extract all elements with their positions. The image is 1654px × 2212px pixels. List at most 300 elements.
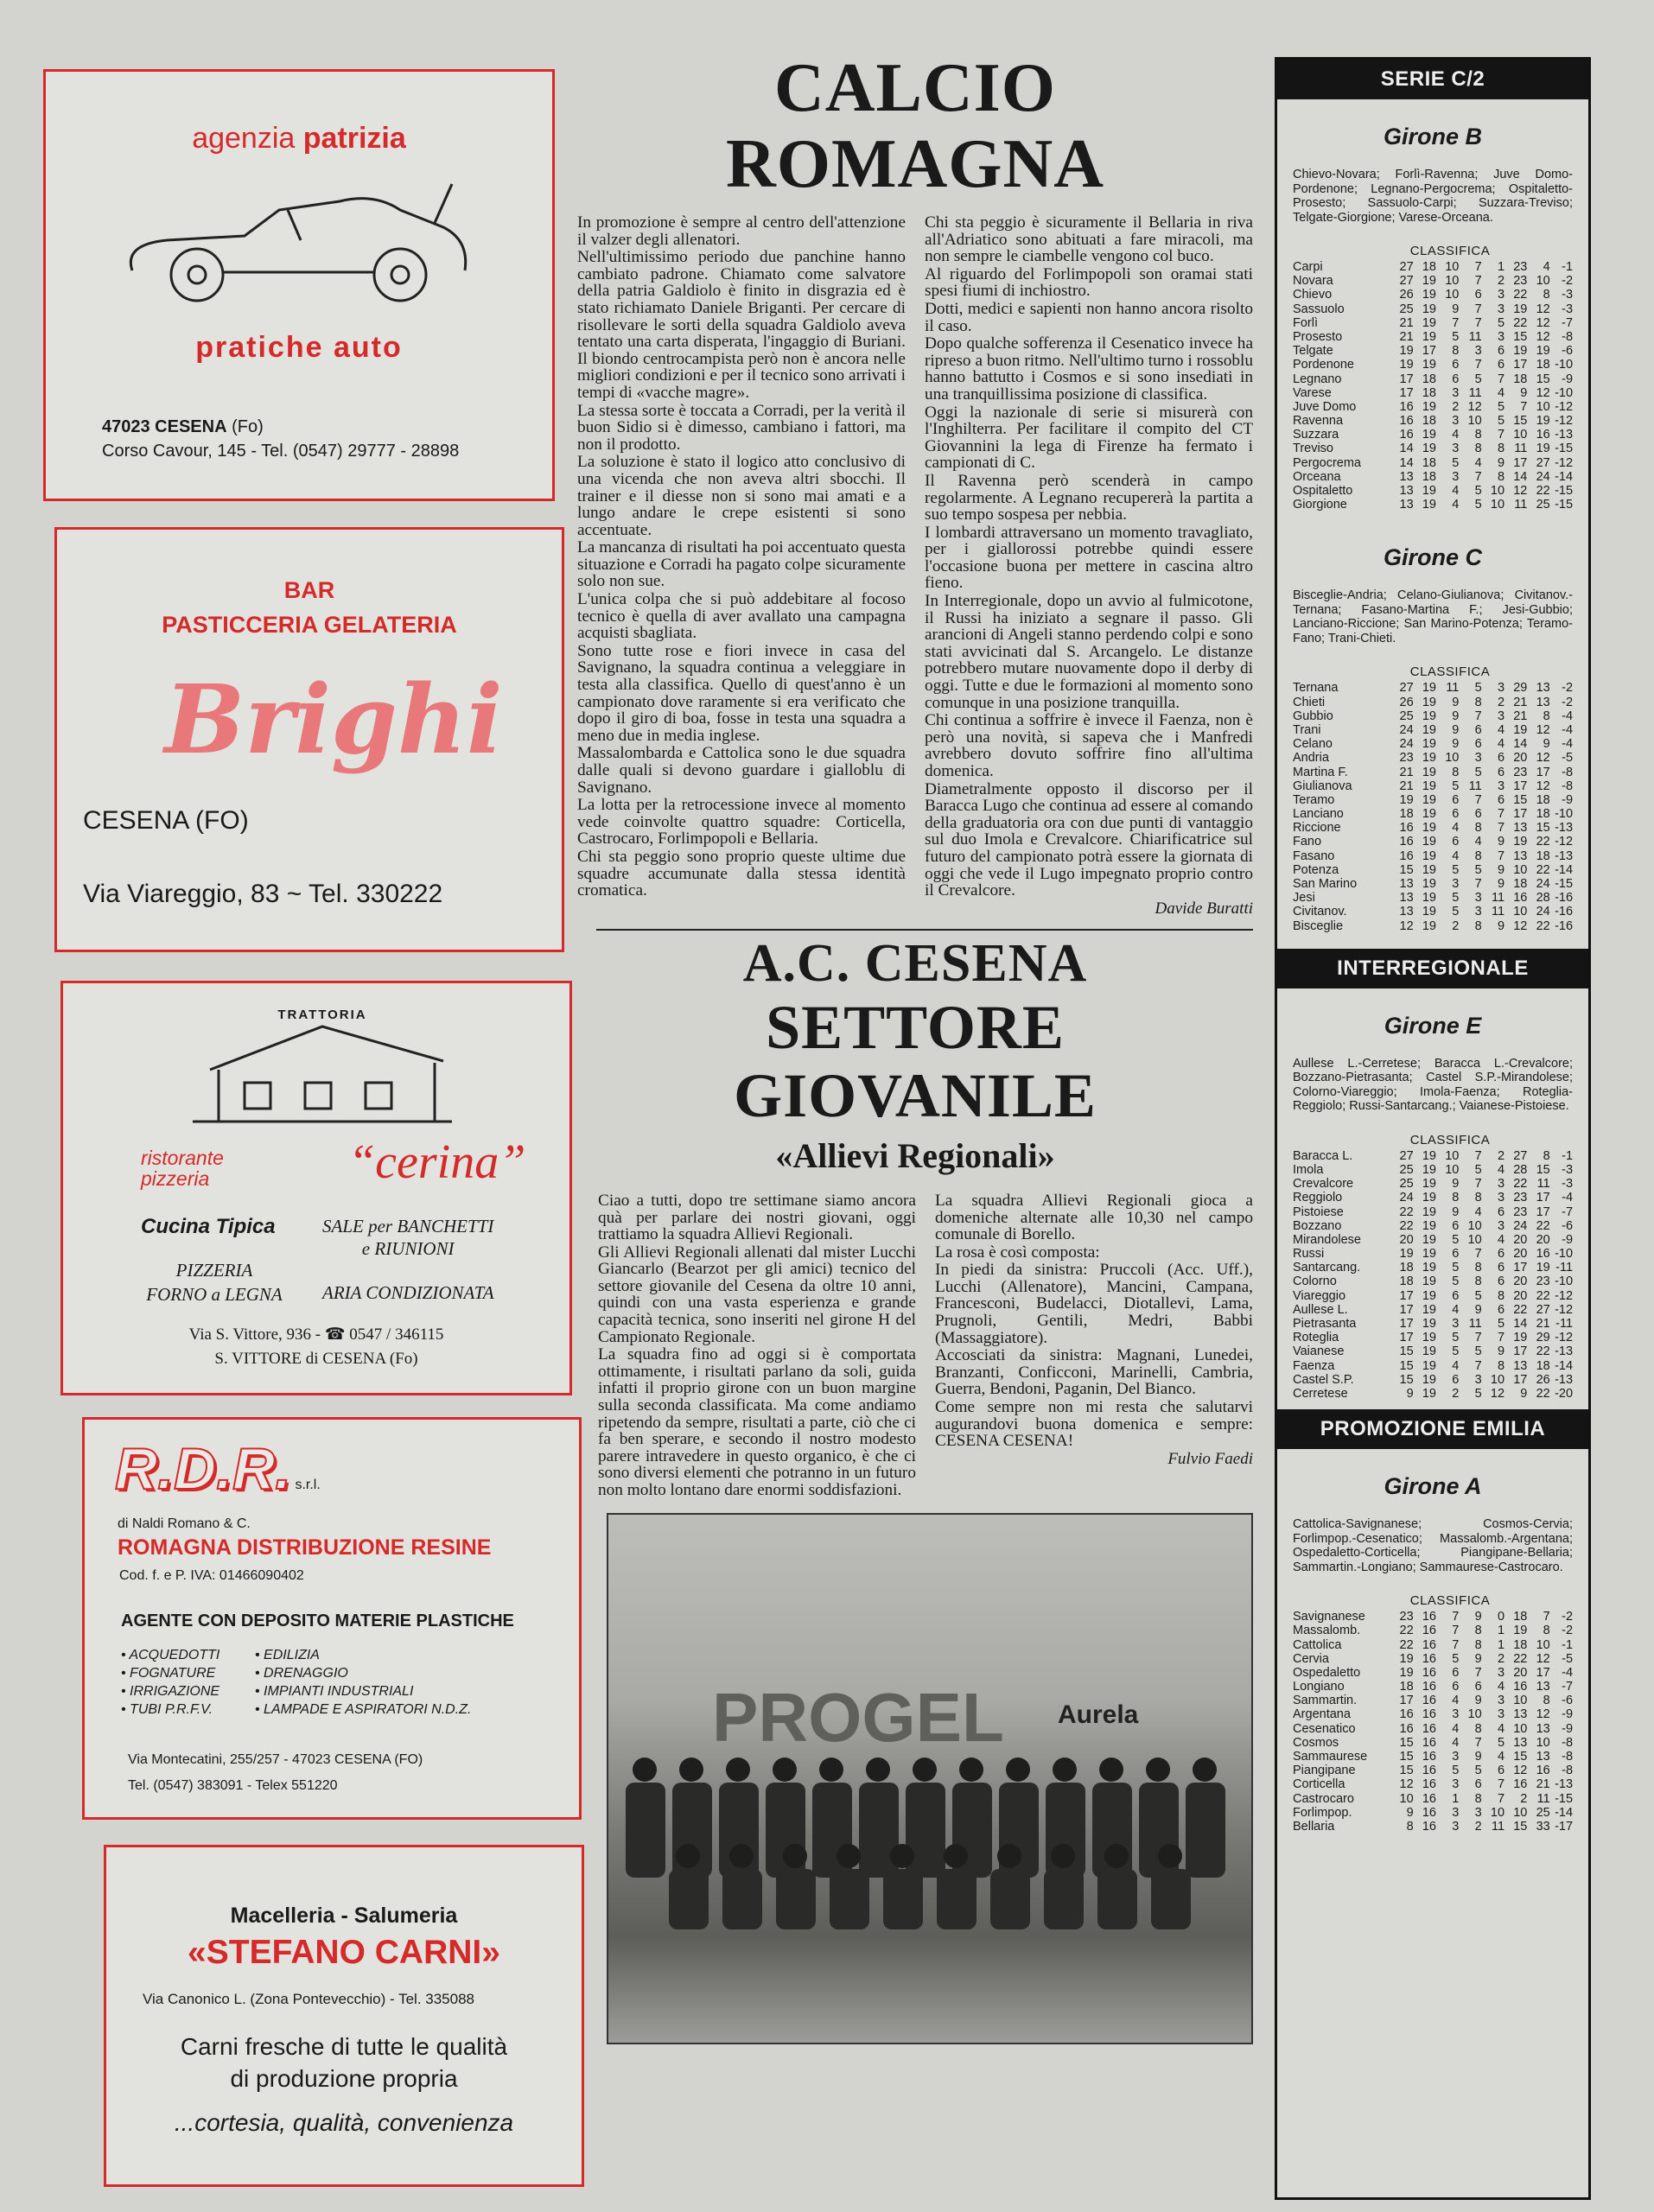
stat-cell: 1 — [1497, 1624, 1505, 1638]
article-paragraph: Dotti, medici e sapienti non hanno ancora risolto il caso. — [925, 299, 1253, 335]
ad-brighi-type: PASTICCERIA GELATERIA — [162, 612, 457, 638]
standings-table — [1277, 260, 1588, 512]
stat-cell: -13 — [1555, 428, 1574, 442]
stat-cell: -3 — [1562, 288, 1574, 302]
stat-cell: 16 — [1399, 414, 1414, 429]
stat-cell: 2 — [1452, 399, 1460, 414]
team-name: Longiano — [1293, 1680, 1345, 1694]
table-row — [1293, 849, 1573, 863]
stat-cell: 3 — [1497, 1177, 1505, 1192]
team-name: Teramo — [1293, 792, 1335, 807]
stat-cell: 10 — [1536, 399, 1550, 414]
stat-cell: 5 — [1474, 1288, 1482, 1303]
article-paragraph: Sono tutte rose e fiori invece in casa del Savignano, la squadra continua a veleggiare in testa alla classifica. Quello di quest'anno è un campionato dove raramente si era verificato che dopo il giro di boa, fosse in testa una squadra a meno due in media inglese. — [577, 641, 906, 745]
article-calcio-romagna — [577, 214, 1253, 917]
team-name: Savignanese — [1293, 1610, 1365, 1624]
article-paragraph: La lotta per la retrocessione invece al momento vede coinvolte quattro squadre: Corticella, Castrocaro, Forlimpopoli e Bellaria. — [577, 796, 906, 849]
team-name: Cosmos — [1293, 1735, 1339, 1750]
stat-cell: 4 — [1497, 1162, 1505, 1177]
stat-cell: 8 — [1474, 695, 1482, 709]
stat-cell: 19 — [1536, 344, 1550, 359]
stat-cell: 22 — [1536, 918, 1550, 933]
stat-cell: 18 — [1513, 1637, 1528, 1652]
stat-cell: 11 — [1491, 891, 1505, 906]
stat-cell: 8 — [1543, 709, 1550, 723]
stat-cell: 24 — [1399, 737, 1414, 752]
stat-cell: 19 — [1422, 1331, 1436, 1345]
fixtures-list: Chievo-Novara; Forlì-Ravenna; Juve Domo-Pordenone; Legnano-Pergocrema; Ospitaletto-Prosesto; Sassuolo-Carpi; Suzzara-Treviso; Telgate-Giorgione; Varese-Orceana. — [1293, 168, 1573, 225]
stat-cell: 15 — [1513, 414, 1528, 429]
stat-cell: -13 — [1555, 821, 1574, 836]
stat-cell: 19 — [1422, 1288, 1436, 1303]
stat-cell: 7 — [1474, 302, 1482, 316]
standings-section — [1277, 60, 1588, 520]
stat-cell: 15 — [1399, 1358, 1414, 1373]
stat-cell: 10 — [1513, 1694, 1528, 1708]
stat-cell: 19 — [1422, 709, 1436, 723]
stat-cell: 12 — [1536, 302, 1550, 316]
team-name: Castrocaro — [1293, 1791, 1354, 1806]
stat-cell: 10 — [1536, 1735, 1550, 1750]
stat-cell: 9 — [1497, 918, 1505, 933]
stat-cell: 6 — [1452, 835, 1460, 849]
team-name: Aullese L. — [1293, 1302, 1348, 1317]
stat-cell: 19 — [1422, 835, 1436, 849]
stat-cell: -13 — [1555, 849, 1574, 863]
stat-cell: 19 — [1422, 1261, 1436, 1275]
stat-cell: 7 — [1474, 358, 1482, 372]
stat-cell: 13 — [1513, 1735, 1528, 1750]
stat-cell: 10 — [1445, 751, 1460, 766]
stat-cell: 10 — [1536, 274, 1550, 289]
stat-cell: 5 — [1452, 905, 1460, 919]
ad-brighi-bar: BAR — [283, 577, 335, 603]
stat-cell: 19 — [1422, 1247, 1436, 1262]
stat-cell: 20 — [1513, 751, 1528, 766]
stat-cell: 6 — [1474, 1777, 1482, 1792]
team-name: Colorno — [1293, 1274, 1337, 1289]
table-row — [1293, 358, 1573, 372]
article-paragraph: Chi continua a soffrire è invece il Faenza, non è però una novità, si sapeva che i Manfredi avrebbero dovuto soffrire fino all'ultima domenica. — [925, 711, 1253, 780]
table-row — [1293, 696, 1573, 709]
stat-cell: 5 — [1452, 1764, 1460, 1778]
table-row — [1293, 807, 1573, 821]
stat-cell: 3 — [1497, 1218, 1505, 1233]
stat-cell: 19 — [1422, 428, 1436, 442]
article-paragraph: Diametralmente opposto il discorso per il Baracca Lugo che continua ad essere al comando della graduatoria ora con due punti di vantaggio sul duo Imola e Crevalcore. Chiarificatrice sul futuro del campionato potrà essere la giornata di oggi che vede il Lugo impegnato proprio contro il Crevalcore. — [925, 779, 1253, 900]
ad-cerina-aria: ARIA CONDIZIONATA — [322, 1282, 494, 1303]
stat-cell: 19 — [1422, 1302, 1436, 1317]
stat-cell: 12 — [1399, 918, 1414, 933]
stat-cell: 18 — [1422, 455, 1436, 470]
team-name: Carpi — [1293, 260, 1323, 274]
team-name: Suzzara — [1293, 428, 1339, 442]
team-name: Massalomb. — [1293, 1624, 1361, 1638]
stat-cell: -8 — [1562, 779, 1574, 793]
table-row — [1293, 1610, 1573, 1624]
stat-cell: 9 — [1520, 385, 1528, 400]
ad-cerina-sale: SALE per BANCHETTI — [322, 1216, 494, 1236]
team-name: Civitanov. — [1293, 905, 1347, 919]
stat-cell: 3 — [1474, 1805, 1482, 1820]
stat-cell: 4 — [1497, 1750, 1505, 1764]
stat-cell: 7 — [1474, 1247, 1482, 1262]
stat-cell: 18 — [1513, 877, 1528, 891]
table-row — [1293, 1707, 1573, 1721]
stat-cell: 5 — [1497, 1317, 1505, 1331]
ad-cerina-cucina: Cucina Tipica — [141, 1215, 276, 1238]
stat-cell: 21 — [1536, 1777, 1550, 1792]
stat-cell: 19 — [1422, 821, 1436, 836]
stat-cell: 19 — [1422, 288, 1436, 302]
stat-cell: 5 — [1452, 455, 1460, 470]
stat-cell: 16 — [1513, 1777, 1528, 1792]
stat-cell: 3 — [1497, 1665, 1505, 1680]
stat-cell: 23 — [1513, 260, 1528, 274]
stat-cell: 19 — [1422, 751, 1436, 766]
stat-cell: 24 — [1399, 722, 1414, 737]
article-paragraph: Al riguardo del Forlimpopoli son oramai stati spesi fiumi di inchiostro. — [925, 264, 1253, 301]
table-row — [1293, 1289, 1573, 1303]
team-name: Bozzano — [1293, 1218, 1342, 1233]
photo-banner-sponsor: Aurela — [1058, 1700, 1139, 1729]
stat-cell: 9 — [1497, 835, 1505, 849]
girone-title: Girone A — [1384, 1473, 1482, 1500]
stat-cell: 16 — [1399, 428, 1414, 442]
team-name: Pistoiese — [1293, 1205, 1344, 1219]
stat-cell: 20 — [1513, 1247, 1528, 1262]
stat-cell: 24 — [1536, 905, 1550, 919]
stat-cell: 19 — [1422, 1232, 1436, 1247]
article-paragraph: La squadra fino ad oggi si è comportata ottimamente, i risultati parlano da soli, guida infatti il proprio girone con un buon margine sulla seconda classificata. Ma come andiamo ripetendo da sempre, risultati a parte, ciò che ci fa ben sperare, e secondo il nostro modesto parere intravedere in questo organico, è che ci sono diversi elementi che potranno in un futuro non molto lontano dare enormi soddisfazioni. — [598, 1345, 916, 1499]
stat-cell: 8 — [1474, 821, 1482, 836]
team-name: Ravenna — [1293, 414, 1344, 429]
stat-cell: 13 — [1399, 498, 1414, 512]
stat-cell: 9 — [1474, 1302, 1482, 1317]
stat-cell: 14 — [1513, 737, 1528, 752]
team-name: Treviso — [1293, 442, 1333, 456]
stat-cell: -6 — [1562, 344, 1574, 359]
stat-cell: 7 — [1474, 1735, 1482, 1750]
stat-cell: 4 — [1452, 821, 1460, 836]
stat-cell: 6 — [1452, 358, 1460, 372]
stat-cell: 19 — [1399, 344, 1414, 359]
stat-cell: 5 — [1452, 1232, 1460, 1247]
stat-cell: 19 — [1422, 737, 1436, 752]
team-name: Baracca L. — [1293, 1148, 1353, 1163]
stat-cell: 16 — [1399, 835, 1414, 849]
stat-cell: 17 — [1536, 1205, 1550, 1219]
stat-cell: 6 — [1497, 344, 1505, 359]
stat-cell: 5 — [1474, 1162, 1482, 1177]
team-name: Sassuolo — [1293, 302, 1345, 316]
article-paragraph: Come sempre non mi resta che salutarvi augurandovi buona domenica e sempre: CESENA CESENA! — [935, 1398, 1253, 1451]
stat-cell: 19 — [1422, 1358, 1436, 1373]
table-row — [1293, 428, 1573, 442]
league-header: SERIE C/2 — [1277, 60, 1588, 99]
stat-cell: 19 — [1422, 1148, 1436, 1163]
stat-cell: 5 — [1474, 1344, 1482, 1359]
stat-cell: -6 — [1562, 1694, 1574, 1708]
ad-cerina-city: S. VITTORE di CESENA (Fo) — [214, 1350, 418, 1368]
stat-cell: -4 — [1562, 722, 1574, 737]
stat-cell: 2 — [1452, 1386, 1460, 1401]
stat-cell: 7 — [1497, 807, 1505, 822]
table-row — [1293, 1274, 1573, 1288]
stat-cell: 19 — [1513, 722, 1528, 737]
table-row — [1293, 1317, 1573, 1331]
stat-cell: 27 — [1536, 455, 1550, 470]
stat-cell: 23 — [1513, 1191, 1528, 1205]
ad-agenzia-label: agenzia — [192, 122, 296, 155]
stat-cell: 25 — [1399, 302, 1414, 316]
stat-cell: 5 — [1452, 1651, 1460, 1666]
team-name: Faenza — [1293, 1358, 1335, 1373]
stat-cell: 15 — [1513, 329, 1528, 344]
trattoria-sign: TRATTORIA — [277, 1007, 367, 1022]
girone-title: Girone E — [1384, 1012, 1482, 1039]
stat-cell: -1 — [1562, 1148, 1574, 1163]
stat-cell: 19 — [1422, 792, 1436, 807]
stat-cell: 14 — [1399, 442, 1414, 456]
standings-section — [1277, 544, 1588, 948]
stat-cell: 22 — [1536, 1386, 1550, 1401]
stat-cell: 8 — [1497, 1288, 1505, 1303]
stat-cell: 8 — [1452, 765, 1460, 779]
stat-cell: 13 — [1399, 484, 1414, 498]
stat-cell: 22 — [1536, 484, 1550, 498]
stat-cell: 17 — [1513, 1372, 1528, 1387]
stat-cell: 27 — [1536, 1302, 1550, 1317]
article-paragraph: Gli Allievi Regionali allenati dal mister Lucchi Giancarlo (Bearzot per gli amici) tecnico del settore giovanile del Cesena da oltre 10 anni, quindi con una vasta esperienza e grande capacità tecnica, sono inseriti nel girone H del Campionato Regionale. — [598, 1243, 916, 1346]
carni-slogan: ...cortesia, qualità, convenienza — [174, 2109, 514, 2136]
table-row — [1293, 1149, 1573, 1163]
table-row — [1293, 766, 1573, 779]
stat-cell: 19 — [1422, 1317, 1436, 1331]
team-name: Cervia — [1293, 1651, 1329, 1666]
stat-cell: 6 — [1474, 722, 1482, 737]
stat-cell: 3 — [1497, 709, 1505, 723]
table-row — [1293, 1387, 1573, 1401]
stat-cell: 17 — [1513, 779, 1528, 793]
article-author: Fulvio Faedi — [1167, 1449, 1253, 1468]
stat-cell: 20 — [1513, 1665, 1528, 1680]
team-name: Ospedaletto — [1293, 1665, 1361, 1680]
team-name: Argentana — [1293, 1707, 1351, 1722]
stat-cell: 16 — [1399, 821, 1414, 836]
stat-cell: 7 — [1474, 469, 1482, 484]
team-name: Fano — [1293, 835, 1322, 849]
stat-cell: 7 — [1497, 821, 1505, 836]
stat-cell: 11 — [1514, 442, 1528, 456]
stat-cell: 24 — [1536, 877, 1550, 891]
stat-cell: 4 — [1474, 455, 1482, 470]
stat-cell: 2 — [1497, 1651, 1505, 1666]
team-name: Ternana — [1293, 681, 1339, 696]
stat-cell: 22 — [1513, 1302, 1528, 1317]
stat-cell: -15 — [1555, 442, 1574, 456]
stat-cell: 19 — [1422, 1205, 1436, 1219]
ad-patrizia-name: patrizia — [302, 122, 406, 155]
team-name: Corticella — [1293, 1777, 1345, 1792]
stat-cell: 4 — [1474, 835, 1482, 849]
stat-cell: 12 — [1399, 1777, 1414, 1792]
stat-cell: 25 — [1399, 1177, 1414, 1192]
stat-cell: 3 — [1497, 1191, 1505, 1205]
table-row — [1293, 1331, 1573, 1344]
stat-cell: 12 — [1490, 1386, 1505, 1401]
stat-cell: 6 — [1497, 1261, 1505, 1275]
stat-cell: 19 — [1422, 877, 1436, 891]
stat-cell: 8 — [1406, 1819, 1414, 1834]
stat-cell: 3 — [1474, 1372, 1482, 1387]
stat-cell: -10 — [1555, 358, 1574, 372]
stat-cell: 13 — [1536, 681, 1550, 696]
stat-cell: 19 — [1536, 1261, 1550, 1275]
table-row — [1293, 1736, 1573, 1750]
stat-cell: 19 — [1422, 1372, 1436, 1387]
stat-cell: 5 — [1452, 862, 1460, 877]
table-row — [1293, 1750, 1573, 1764]
stat-cell: 13 — [1513, 1707, 1528, 1722]
article-paragraph: La rosa è così composta: — [935, 1243, 1100, 1262]
player-figure — [1186, 1758, 1225, 1878]
stat-cell: -13 — [1555, 1344, 1574, 1359]
stat-cell: 16 — [1536, 428, 1550, 442]
stat-cell: 13 — [1513, 821, 1528, 836]
stat-cell: 20 — [1513, 1288, 1528, 1303]
stat-cell: 29 — [1536, 1331, 1550, 1345]
stat-cell: 2 — [1452, 918, 1460, 933]
stat-cell: -7 — [1562, 1205, 1574, 1219]
table-row — [1293, 484, 1573, 498]
stat-cell: -4 — [1562, 1191, 1574, 1205]
stat-cell: 7 — [1474, 1331, 1482, 1345]
stat-cell: 19 — [1422, 681, 1436, 696]
stat-cell: 23 — [1513, 1205, 1528, 1219]
stat-cell: 19 — [1422, 1218, 1436, 1233]
stat-cell: -4 — [1562, 1665, 1574, 1680]
stat-cell: 15 — [1399, 1344, 1414, 1359]
article-paragraph: Oggi la nazionale di serie si misurerà con l'Inghilterra. Per facilitare il compito del CT Giovannini la lega di Firenze ha fermato i campionati di C. — [925, 403, 1253, 473]
stat-cell: 7 — [1474, 1358, 1482, 1373]
stat-cell: 8 — [1497, 1358, 1505, 1373]
rdr-service-item: • LAMPADE E ASPIRATORI N.D.Z. — [255, 1702, 472, 1717]
article-paragraph: La mancanza di risultati ha poi accentuato questa situazione e Corradi ha pagato colpe sicuramente solo non sue. — [577, 538, 906, 591]
stat-cell: 6 — [1474, 288, 1482, 302]
stat-cell: 10 — [1490, 1372, 1505, 1387]
stat-cell: 7 — [1520, 399, 1528, 414]
stat-cell: 28 — [1513, 1162, 1528, 1177]
stat-cell: 21 — [1399, 779, 1414, 793]
stat-cell: 10 — [1467, 1707, 1482, 1722]
stat-cell: -12 — [1555, 1288, 1574, 1303]
stat-cell: -8 — [1562, 1764, 1574, 1778]
article-title-calcio-romagna: CALCIO ROMAGNA — [725, 50, 1105, 202]
table-row — [1293, 330, 1573, 344]
stat-cell: 3 — [1452, 877, 1460, 891]
stat-cell: -16 — [1555, 891, 1574, 906]
table-row — [1293, 821, 1573, 835]
stat-cell: 7 — [1497, 1791, 1505, 1806]
stat-cell: 25 — [1536, 498, 1550, 512]
stat-cell: -9 — [1562, 1707, 1574, 1722]
article-settore-giovanile — [598, 1192, 1253, 1499]
ad-patrizia-city: 47023 CESENA — [102, 417, 227, 436]
stat-cell: 9 — [1474, 1610, 1482, 1624]
stat-cell: -10 — [1555, 385, 1574, 400]
article-paragraph: I lombardi attraversano un momento travagliato, per i giallorossi potrebbe quindi essere l'occasione buona per mettere in cascina altro fieno. — [925, 523, 1253, 593]
ad-agenzia-patrizia — [43, 69, 555, 501]
stat-cell: 9 — [1452, 695, 1460, 709]
stat-cell: 7 — [1474, 1177, 1482, 1192]
stat-cell: 5 — [1452, 1331, 1460, 1345]
stat-cell: 9 — [1452, 302, 1460, 316]
stat-cell: 6 — [1474, 807, 1482, 822]
stat-cell: 3 — [1474, 905, 1482, 919]
rdr-service-item: • IMPIANTI INDUSTRIALI — [255, 1684, 414, 1699]
stat-cell: 27 — [1513, 1148, 1528, 1163]
table-row — [1293, 723, 1573, 737]
ad-cerina-address: Via S. Vittore, 936 - ☎ 0547 / 346115 — [188, 1325, 444, 1344]
stat-cell: 12 — [1536, 1707, 1550, 1722]
stat-cell: 3 — [1497, 1707, 1505, 1722]
stat-cell: 18 — [1399, 1261, 1414, 1275]
table-row — [1293, 737, 1573, 751]
stat-cell: 3 — [1452, 469, 1460, 484]
stat-cell: 10 — [1445, 274, 1460, 289]
table-row — [1293, 1820, 1573, 1834]
stat-cell: 5 — [1474, 862, 1482, 877]
stat-cell: -15 — [1555, 877, 1574, 891]
stat-cell: 9 — [1520, 1386, 1528, 1401]
article-paragraph: In promozione è sempre al centro dell'attenzione il valzer degli allenatori. — [577, 213, 906, 249]
stat-cell: 12 — [1536, 329, 1550, 344]
ad-brighi-city: CESENA (FO) — [83, 806, 249, 835]
vintage-car-illustration — [115, 175, 487, 305]
article-paragraph: La stessa sorte è toccata a Corradi, per la verità il buon Sidio si è dimesso, cambiano i fattori, ma non il prodotto. — [577, 401, 906, 454]
team-name: Russi — [1293, 1247, 1325, 1262]
stat-cell: 19 — [1399, 358, 1414, 372]
team-name: Pietrasanta — [1293, 1317, 1357, 1331]
stat-cell: 6 — [1497, 751, 1505, 766]
classifica-label: CLASSIFICA — [1409, 664, 1491, 680]
stat-cell: 19 — [1422, 484, 1436, 498]
table-row — [1293, 1219, 1573, 1233]
team-name: Prosesto — [1293, 329, 1343, 344]
stat-cell: 17 — [1513, 807, 1528, 822]
table-row — [1293, 372, 1573, 386]
stat-cell: 17 — [1536, 1665, 1550, 1680]
stat-cell: 5 — [1474, 498, 1482, 512]
table-row — [1293, 1373, 1573, 1387]
stat-cell: 4 — [1452, 1302, 1460, 1317]
stat-cell: 16 — [1422, 1637, 1436, 1652]
team-players — [608, 1722, 1253, 1981]
stat-cell: 18 — [1422, 385, 1436, 400]
stat-cell: 8 — [1497, 442, 1505, 456]
rdr-service-item: • EDILIZIA — [255, 1648, 320, 1662]
ad-cerina-pizzeria2: PIZZERIA — [175, 1260, 253, 1281]
stat-cell: 1 — [1497, 1637, 1505, 1652]
rdr-service-item: • TUBI P.R.F.V. — [121, 1702, 213, 1717]
ad-rdr-resine — [82, 1417, 582, 1820]
stat-cell: 5 — [1474, 1386, 1482, 1401]
stat-cell: 8 — [1543, 288, 1550, 302]
team-name: Fasano — [1293, 849, 1335, 863]
stat-cell: 22 — [1399, 1624, 1414, 1638]
team-name: Mirandolese — [1293, 1232, 1361, 1247]
